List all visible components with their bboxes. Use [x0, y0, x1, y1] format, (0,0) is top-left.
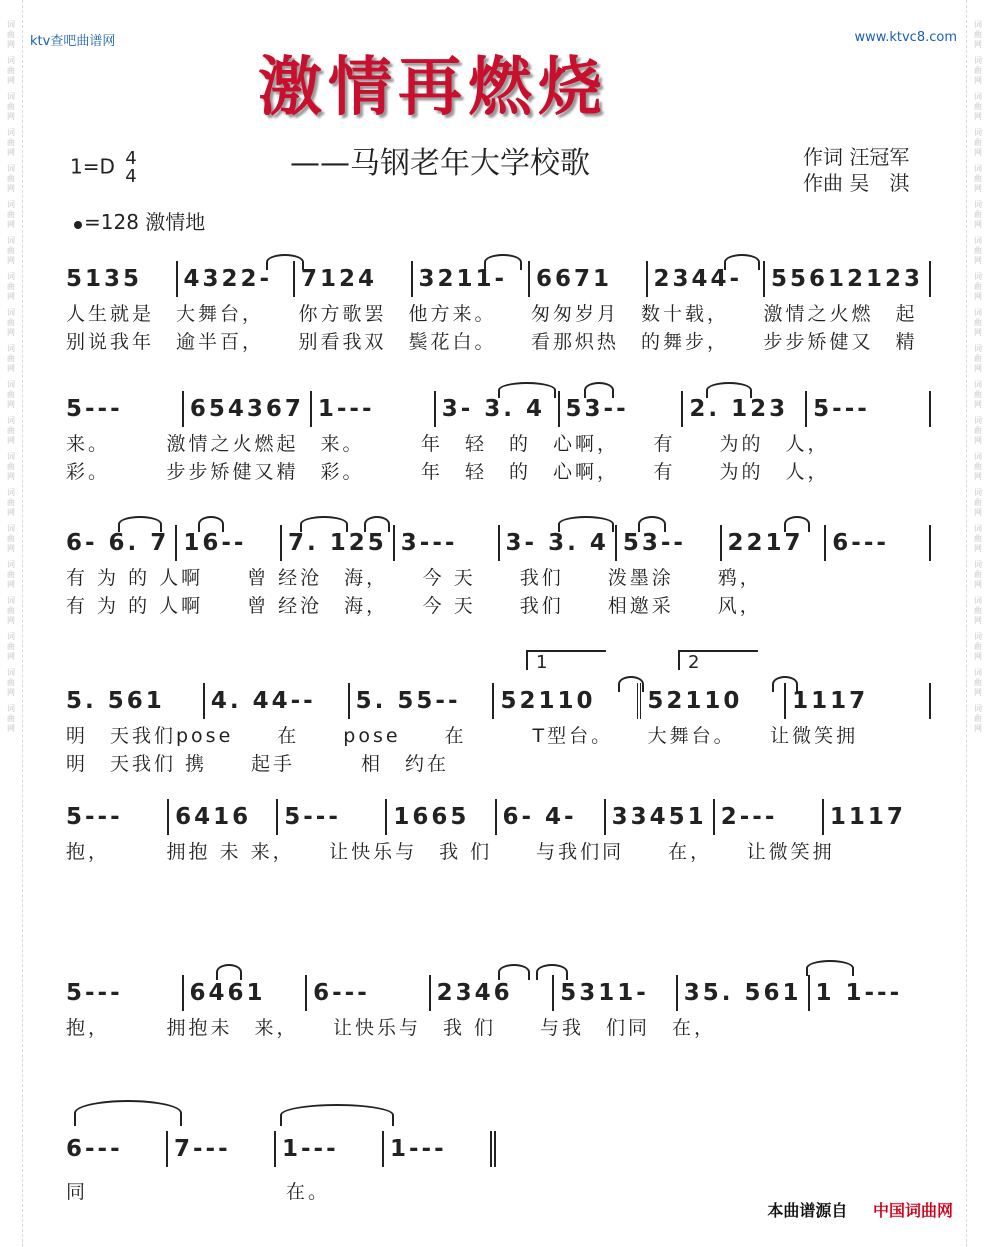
lyrics-verse-1: 同 在。: [66, 1181, 331, 1203]
measure: 6---: [66, 1131, 168, 1167]
slur: [216, 964, 242, 980]
measure: 1665: [387, 799, 496, 835]
lyrics-verse-1: 来。 激情之火燃起 来。 年 轻 的 心啊， 有 为的 人，: [66, 433, 830, 455]
tie: [280, 1104, 394, 1126]
side-watermark: 词曲网: [974, 704, 982, 733]
measure: 6---: [307, 975, 431, 1011]
measure: 1---: [384, 1131, 496, 1167]
measure: 5311-: [554, 975, 678, 1011]
composer: 作曲 吴 淇: [803, 171, 910, 195]
side-watermark: 词曲网: [974, 128, 982, 157]
side-watermark: 词曲网: [974, 308, 982, 337]
side-watermark: 词曲网: [974, 236, 982, 265]
source-site-link[interactable]: 中国词曲网: [872, 1201, 953, 1220]
score-system-4: [66, 652, 931, 778]
slur: [498, 964, 530, 980]
slur: [536, 964, 568, 980]
score-system-7: [66, 1128, 496, 1206]
key-signature: [70, 150, 137, 186]
slur: [784, 516, 810, 532]
slur: [484, 254, 522, 270]
measure: 35. 561: [678, 975, 810, 1011]
tempo-text: =128 激情地: [84, 210, 206, 234]
measure: 654367: [184, 391, 312, 427]
measure: 2---: [715, 799, 824, 835]
lyrics-verse-1: 抱， 拥抱未 来， 让快乐与 我 们 与我 们同 在，: [66, 1017, 717, 1039]
source-footer: [767, 1198, 953, 1221]
side-watermark: 词曲网: [974, 92, 982, 121]
measure: 5---: [278, 799, 387, 835]
lyrics-verse-1: 明 天我们pose 在 pose 在 T型台。 大舞台。 让微笑拥: [66, 725, 859, 747]
measure: 6- 6. 7: [66, 525, 177, 561]
side-watermark: 词曲网: [7, 380, 15, 409]
side-watermark: 词曲网: [974, 416, 982, 445]
measure: 53--: [617, 525, 722, 561]
side-watermark: 词曲网: [7, 632, 15, 661]
measure: 4322-: [178, 261, 296, 297]
slur: [558, 516, 614, 532]
side-watermark: 词曲网: [974, 344, 982, 373]
side-watermark: 词曲网: [7, 164, 15, 193]
side-watermark: 词曲网: [7, 344, 15, 373]
slur: [806, 960, 854, 976]
side-watermark: 词曲网: [974, 668, 982, 697]
lyrics-verse-2: 别说我年 逾半百， 别看我双 鬓花白。 看那炽热 的舞步， 步步矫健又 精: [66, 331, 918, 353]
tempo-marking: [74, 206, 205, 235]
slur: [198, 516, 224, 532]
side-watermark: 词曲网: [974, 164, 982, 193]
key-label: 1=D: [70, 154, 115, 179]
measure: 2217: [722, 525, 827, 561]
side-watermark: 词曲网: [974, 380, 982, 409]
volta-number: 1: [536, 652, 548, 673]
slur: [266, 254, 304, 270]
score-system-3: [66, 522, 931, 620]
measure: 6671: [530, 261, 648, 297]
slur: [498, 382, 556, 398]
time-top: 4: [125, 148, 137, 169]
measure: 1117: [829, 804, 906, 830]
measure: 1 1---: [815, 980, 903, 1006]
score-system-1: [66, 258, 931, 356]
side-watermark: 词曲网: [7, 560, 15, 589]
volta-bracket-2: [678, 650, 758, 673]
side-watermark: 词曲网: [974, 200, 982, 229]
measure: 53--: [560, 391, 684, 427]
measure: 6461: [184, 975, 308, 1011]
slur: [618, 676, 644, 692]
credits: [803, 144, 909, 196]
lyrics-verse-2: 有 为 的 人啊 曾 经沧 海， 今 天 我们 相邀采 风，: [66, 595, 762, 617]
measure: 4. 44--: [205, 683, 350, 719]
slur: [724, 254, 760, 270]
right-side-watermarks: [971, 20, 985, 734]
side-watermark: 词曲网: [7, 452, 15, 481]
side-watermark: 词曲网: [974, 596, 982, 625]
measure: 2344-: [648, 261, 766, 297]
source-label: 本曲谱源自: [767, 1201, 848, 1220]
left-side-watermarks: [4, 20, 18, 734]
measure: 7124: [295, 261, 413, 297]
measure: 33451: [606, 799, 715, 835]
slur: [364, 516, 390, 532]
notation-row: [66, 680, 931, 722]
slur: [584, 382, 614, 398]
lyrics-verse-1: 抱， 拥抱 未 来， 让快乐与 我 们 与我们同 在， 让微笑拥: [66, 841, 835, 863]
measure: 52110: [641, 683, 786, 719]
measure: 3211-: [413, 261, 531, 297]
lyricist: 作词 汪冠军: [803, 145, 910, 169]
measure: 6416: [169, 799, 278, 835]
side-watermark: 词曲网: [7, 596, 15, 625]
time-bottom: 4: [125, 166, 137, 187]
measure: 5. 561: [66, 683, 205, 719]
measure: 7. 125: [282, 525, 395, 561]
song-title: 激情再燃烧: [258, 50, 608, 125]
measure: 16--: [177, 525, 282, 561]
side-watermark: 词曲网: [974, 56, 982, 85]
tie: [74, 1100, 182, 1126]
measure: 3- 3. 4: [500, 525, 617, 561]
measure: 6- 4-: [497, 799, 606, 835]
measure: 2. 123: [683, 391, 807, 427]
measure: 3- 3. 4: [436, 391, 560, 427]
side-watermark: 词曲网: [974, 452, 982, 481]
measure: 5. 55--: [350, 683, 495, 719]
lyrics-verse-2: 明 天我们 携 起手 相 约在: [66, 753, 450, 775]
side-watermark: 词曲网: [7, 236, 15, 265]
measure: 5---: [66, 799, 169, 835]
side-watermark: 词曲网: [7, 524, 15, 553]
measure: 7---: [168, 1131, 276, 1167]
slur: [706, 382, 752, 398]
measure: 2346: [431, 975, 555, 1011]
side-watermark: 词曲网: [7, 308, 15, 337]
score-system-2: [66, 388, 931, 486]
volta-bracket-1: [526, 650, 606, 673]
lyrics-verse-1: 人生就是 大舞台， 你方歌罢 他方来。 匆匆岁月 数十载， 激情之火燃 起: [66, 303, 918, 325]
measure: 1---: [276, 1131, 384, 1167]
measure: 1117: [786, 683, 931, 719]
side-watermark: 词曲网: [974, 524, 982, 553]
site-watermark-left: ktv查吧曲谱网: [30, 34, 116, 49]
side-watermark: 词曲网: [7, 200, 15, 229]
side-watermark: 词曲网: [7, 272, 15, 301]
measure: 6---: [826, 525, 931, 561]
side-watermark: 词曲网: [7, 20, 15, 49]
measure: 5---: [66, 975, 184, 1011]
measure: 55612123: [765, 261, 931, 297]
side-watermark: 词曲网: [974, 488, 982, 517]
lyrics-verse-1: 有 为 的 人啊 曾 经沧 海， 今 天 我们 泼墨涂 鸦，: [66, 567, 762, 589]
side-watermark: 词曲网: [7, 128, 15, 157]
side-watermark: 词曲网: [7, 56, 15, 85]
quarter-note-icon: [74, 221, 82, 229]
slur: [772, 676, 798, 692]
lyrics-verse-2: 彩。 步步矫健又精 彩。 年 轻 的 心啊， 有 为的 人，: [66, 461, 830, 483]
measure: 52110: [494, 683, 641, 719]
slur: [118, 516, 162, 532]
song-subtitle: ——马钢老年大学校歌: [290, 146, 590, 181]
volta-number: 2: [688, 652, 700, 673]
side-watermark: 词曲网: [7, 416, 15, 445]
score-system-5: [66, 796, 931, 866]
measure: 5---: [807, 391, 931, 427]
slur: [638, 516, 666, 532]
side-watermark: 词曲网: [974, 272, 982, 301]
measure: 3---: [395, 525, 500, 561]
measure: 5135: [66, 261, 178, 297]
side-watermark: 词曲网: [974, 632, 982, 661]
side-watermark: 词曲网: [7, 704, 15, 733]
side-watermark: 词曲网: [7, 92, 15, 121]
side-watermark: 词曲网: [7, 488, 15, 517]
notation-row: [66, 796, 931, 838]
score-system-6: [66, 972, 931, 1042]
measure: 5---: [66, 391, 184, 427]
side-watermark: 词曲网: [974, 560, 982, 589]
side-watermark: 词曲网: [7, 668, 15, 697]
time-signature: [125, 150, 136, 186]
slur: [300, 516, 348, 532]
measure: 1---: [312, 391, 436, 427]
side-watermark: 词曲网: [974, 20, 982, 49]
site-watermark-right: www.ktvc8.com: [854, 30, 957, 45]
notation-row: [66, 1128, 496, 1170]
